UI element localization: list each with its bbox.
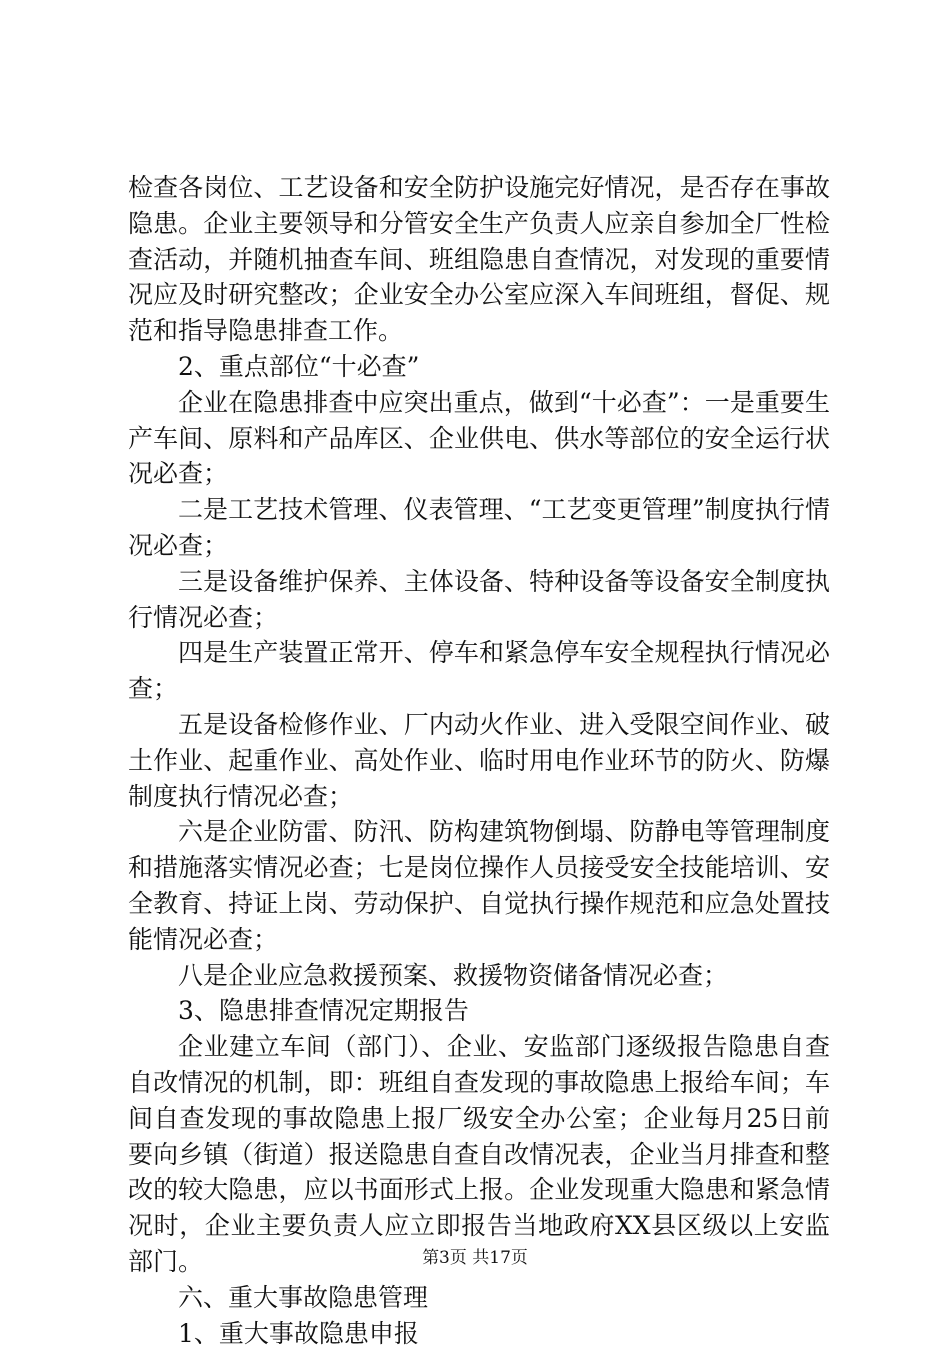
paragraph-check-5: 五是设备检修作业、厂内动火作业、进入受限空间作业、破土作业、起重作业、高处作业、临时用电作业环节的防火、防爆制度执行情况必查； (128, 707, 830, 814)
paragraph-check-6-7: 六是企业防雷、防汛、防构建筑物倒塌、防静电等管理制度和措施落实情况必查；七是岗位操作人员接受安全技能培训、安全教育、持证上岗、劳动保护、自觉执行操作规范和应急处置技能情况必查； (128, 814, 830, 957)
paragraph-check-8: 八是企业应急救援预案、救援物资储备情况必查； (128, 958, 830, 994)
paragraph-check-2: 二是工艺技术管理、仪表管理、“工艺变更管理”制度执行情况必查； (128, 492, 830, 564)
page-number-footer: 第3页 共17页 (0, 1243, 950, 1268)
document-body (128, 170, 830, 1351)
paragraph-1: 检查各岗位、工艺设备和安全防护设施完好情况，是否存在事故隐患。企业主要领导和分管安全生产负责人应亲自参加全厂性检查活动，并随机抽查车间、班组隐患自查情况，对发现的重要情况应及时研究整改；企业安全办公室应深入车间班组，督促、规范和指导隐患排查工作。 (128, 170, 830, 349)
heading-regular-report: 3、隐患排查情况定期报告 (128, 993, 830, 1029)
paragraph-ten-checks-intro: 企业在隐患排查中应突出重点，做到“十必查”：一是重要生产车间、原料和产品库区、企业供电、供水等部位的安全运行状况必查； (128, 385, 830, 492)
heading-major-hazard-management: 六、重大事故隐患管理 (128, 1280, 830, 1316)
paragraph-check-4: 四是生产装置正常开、停车和紧急停车安全规程执行情况必查； (128, 635, 830, 707)
heading-key-areas: 2、重点部位“十必查” (128, 349, 830, 385)
paragraph-report-mechanism: 企业建立车间（部门）、企业、安监部门逐级报告隐患自查自改情况的机制，即：班组自查发现的事故隐患上报给车间；车间自查发现的事故隐患上报厂级安全办公室；企业每月25日前要向乡镇（街道）报送隐患自查自改情况表，企业当月排查和整改的较大隐患，应以书面形式上报。企业发现重大隐患和紧急情况时，企业主要负责人应立即报告当地政府XX县区级以上安监部门。 (128, 1029, 830, 1280)
heading-major-hazard-declaration: 1、重大事故隐患申报 (128, 1316, 830, 1351)
paragraph-check-3: 三是设备维护保养、主体设备、特种设备等设备安全制度执行情况必查； (128, 564, 830, 636)
